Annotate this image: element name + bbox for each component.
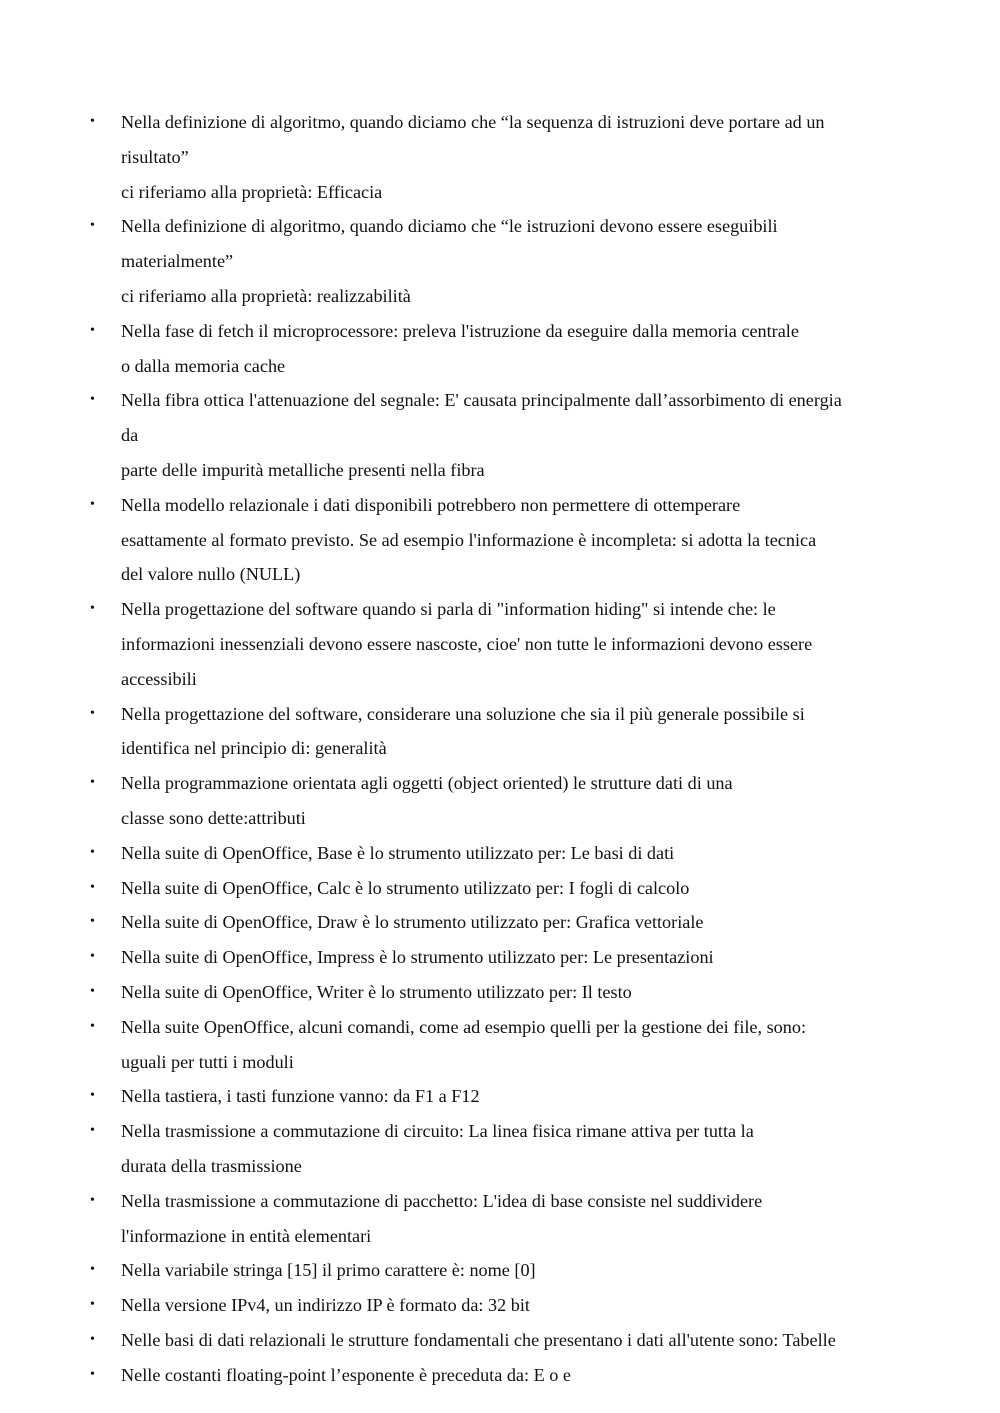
item-text-line: informazioni inessenziali devono essere nascoste, cioe' non tutte le informazioni devono essere xyxy=(121,633,813,654)
item-text-line: da xyxy=(121,425,139,446)
item-text-line: identifica nel principio di: generalità xyxy=(121,738,387,759)
item-text-line: classe sono dette:attributi xyxy=(121,807,306,828)
bullet-icon: • xyxy=(90,601,95,617)
list-item xyxy=(0,940,1000,975)
item-text-line: Nella suite di OpenOffice, Calc è lo strumento utilizzato per: I fogli di calcolo xyxy=(121,877,690,898)
item-text-line: uguali per tutti i moduli xyxy=(121,1051,294,1072)
bullet-icon: • xyxy=(90,218,95,234)
list-item xyxy=(0,1184,1000,1254)
bullet-icon: • xyxy=(90,1366,95,1382)
list-item xyxy=(0,1358,1000,1393)
item-text-line: Nella suite OpenOffice, alcuni comandi, come ad esempio quelli per la gestione dei file, sono: xyxy=(121,1016,807,1037)
item-text-line: Nella trasmissione a commutazione di circuito: La linea fisica rimane attiva per tutta la xyxy=(121,1121,754,1142)
item-text-line: Nelle basi di dati relazionali le strutture fondamentali che presentano i dati all'utente sono: Tabelle xyxy=(121,1329,836,1350)
item-text-line: ci riferiamo alla proprietà: realizzabilità xyxy=(121,285,411,306)
item-text-line: Nella fase di fetch il microprocessore: preleva l'istruzione da eseguire dalla memoria centrale xyxy=(121,320,799,341)
list-item xyxy=(0,105,1000,209)
item-text-line: esattamente al formato previsto. Se ad esempio l'informazione è incompleta: si adotta la tecnica xyxy=(121,529,817,550)
item-text-line: Nella fibra ottica l'attenuazione del segnale: E' causata principalmente dall’assorbimento di energia xyxy=(121,390,842,411)
list-item xyxy=(0,871,1000,906)
item-text-line: l'informazione in entità elementari xyxy=(121,1225,372,1246)
list-item xyxy=(0,697,1000,767)
list-item xyxy=(0,766,1000,836)
item-text-line: del valore nullo (NULL) xyxy=(121,564,301,585)
item-text-line: Nella modello relazionale i dati disponibili potrebbero non permettere di ottemperare xyxy=(121,494,741,515)
list-item xyxy=(0,488,1000,592)
item-text-line: Nella tastiera, i tasti funzione vanno: da F1 a F12 xyxy=(121,1086,480,1107)
item-text-line: durata della trasmissione xyxy=(121,1155,302,1176)
item-text-line: Nella versione IPv4, un indirizzo IP è formato da: 32 bit xyxy=(121,1295,530,1316)
bullet-icon: • xyxy=(90,1192,95,1208)
bullet-icon: • xyxy=(90,392,95,408)
bullet-icon: • xyxy=(90,1088,95,1104)
item-text-line: o dalla memoria cache xyxy=(121,355,286,376)
item-text-line: Nella suite di OpenOffice, Writer è lo strumento utilizzato per: Il testo xyxy=(121,981,632,1002)
bullet-icon: • xyxy=(90,949,95,965)
bullet-icon: • xyxy=(90,1123,95,1139)
item-text-line: Nella progettazione del software quando si parla di "information hiding" si intende che: le xyxy=(121,599,776,620)
item-text-line: Nella programmazione orientata agli oggetti (object oriented) le strutture dati di una xyxy=(121,773,733,794)
list-item xyxy=(0,975,1000,1010)
bullet-icon: • xyxy=(90,114,95,129)
item-text-line: Nella suite di OpenOffice, Impress è lo strumento utilizzato per: Le presentazioni xyxy=(121,947,714,968)
item-text-line: ci riferiamo alla proprietà: Efficacia xyxy=(121,181,383,202)
bullet-icon: • xyxy=(90,322,95,338)
bullet-icon: • xyxy=(90,844,95,860)
list-item xyxy=(0,1010,1000,1080)
list-item xyxy=(0,1288,1000,1323)
item-text-line: Nella suite di OpenOffice, Draw è lo strumento utilizzato per: Grafica vettoriale xyxy=(121,912,704,933)
list-item xyxy=(0,905,1000,940)
list-item xyxy=(0,1079,1000,1114)
list-item xyxy=(0,836,1000,871)
bullet-icon: • xyxy=(90,1297,95,1313)
item-text-line: risultato” xyxy=(121,146,189,167)
item-text-line: Nella variabile stringa [15] il primo carattere è: nome [0] xyxy=(121,1260,536,1281)
item-text-line: Nella trasmissione a commutazione di pacchetto: L'idea di base consiste nel suddividere xyxy=(121,1190,763,1211)
bullet-icon: • xyxy=(90,705,95,721)
item-text-line: Nella definizione di algoritmo, quando diciamo che “la sequenza di istruzioni deve portare ad un xyxy=(121,112,825,132)
list-item xyxy=(0,592,1000,696)
list-item xyxy=(0,383,1000,487)
bullet-icon: • xyxy=(90,775,95,791)
bullet-icon: • xyxy=(90,1262,95,1278)
bullet-icon: • xyxy=(90,983,95,999)
list-item xyxy=(0,314,1000,384)
bullet-icon: • xyxy=(90,1018,95,1034)
qa-list xyxy=(0,105,1000,1392)
list-item xyxy=(0,1323,1000,1358)
item-text-line: Nelle costanti floating-point l’esponente è preceduta da: E o e xyxy=(121,1364,571,1385)
list-item xyxy=(0,1114,1000,1184)
bullet-icon: • xyxy=(90,914,95,930)
item-text-line: parte delle impurità metalliche presenti nella fibra xyxy=(121,459,485,480)
bullet-icon: • xyxy=(90,879,95,895)
bullet-icon: • xyxy=(90,496,95,512)
item-text-line: Nella suite di OpenOffice, Base è lo strumento utilizzato per: Le basi di dati xyxy=(121,842,675,863)
list-item xyxy=(0,209,1000,313)
item-text-line: Nella progettazione del software, considerare una soluzione che sia il più generale possibile si xyxy=(121,703,805,724)
item-text-line: Nella definizione di algoritmo, quando diciamo che “le istruzioni devono essere eseguibili xyxy=(121,216,778,237)
item-text-line: materialmente” xyxy=(121,251,234,272)
list-item xyxy=(0,1253,1000,1288)
item-text-line: accessibili xyxy=(121,668,197,689)
bullet-icon: • xyxy=(90,1331,95,1347)
